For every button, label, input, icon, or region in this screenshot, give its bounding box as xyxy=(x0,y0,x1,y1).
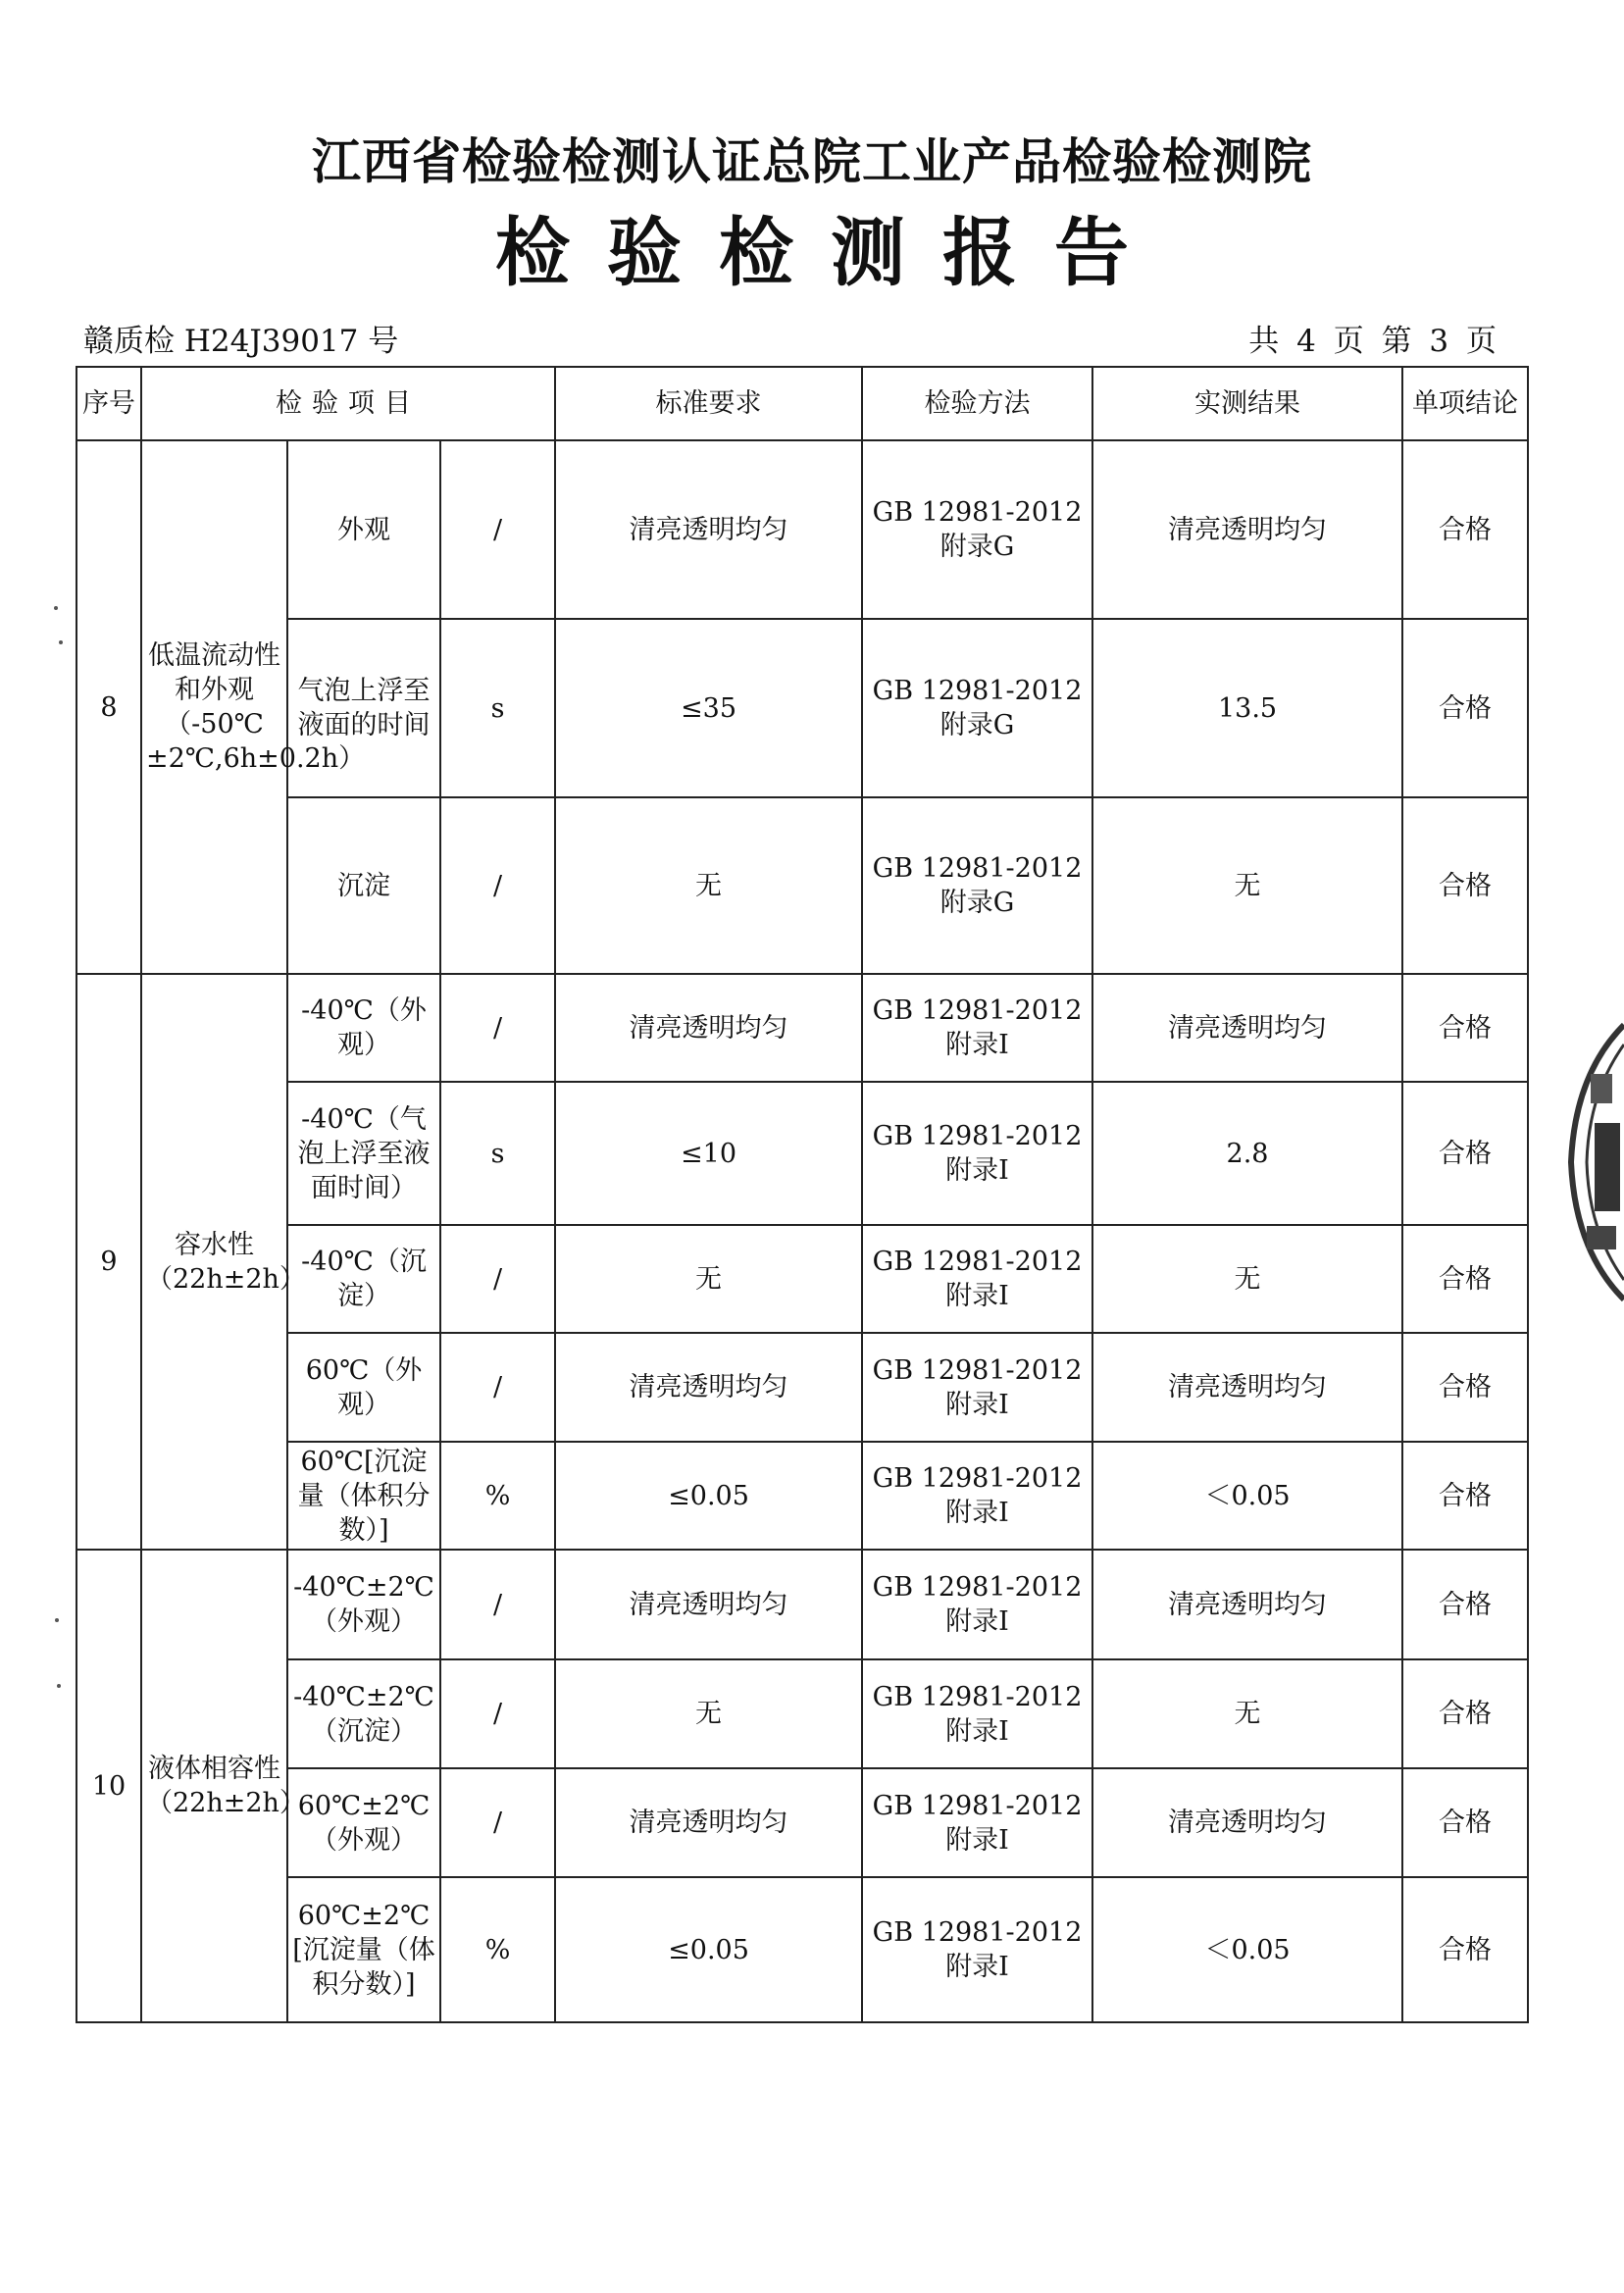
requirement: 无 xyxy=(555,1659,862,1768)
requirement: 清亮透明均匀 xyxy=(555,1550,862,1659)
test-method: GB 12981-2012 附录G xyxy=(862,440,1092,619)
verdict: 合格 xyxy=(1402,797,1528,974)
requirement: ≤0.05 xyxy=(555,1442,862,1550)
test-method: GB 12981-2012 附录I xyxy=(862,1333,1092,1442)
measured-result: 2.8 xyxy=(1092,1082,1402,1225)
table-row xyxy=(76,1333,1528,1442)
test-method: GB 12981-2012 附录I xyxy=(862,1659,1092,1768)
scan-speck xyxy=(59,640,63,644)
table-row xyxy=(76,1768,1528,1877)
unit: % xyxy=(440,1442,555,1550)
verdict: 合格 xyxy=(1402,1768,1528,1877)
page-info: 共 4 页 第 3 页 xyxy=(1248,324,1497,359)
unit: / xyxy=(440,1768,555,1877)
unit: / xyxy=(440,1659,555,1768)
scan-speck xyxy=(55,1618,59,1622)
table-row xyxy=(76,1082,1528,1225)
measured-result: ＜0.05 xyxy=(1092,1877,1402,2022)
test-method: GB 12981-2012 附录I xyxy=(862,1082,1092,1225)
header-requirement: 标准要求 xyxy=(555,367,862,440)
table-row xyxy=(76,1550,1528,1659)
sub-item: 60℃±2℃（外观） xyxy=(287,1768,440,1877)
inspection-table xyxy=(76,366,1529,2023)
unit: / xyxy=(440,440,555,619)
measured-result: 无 xyxy=(1092,1225,1402,1333)
header-method: 检验方法 xyxy=(862,367,1092,440)
group-number: 9 xyxy=(76,974,141,1550)
document-number: 赣质检 H24J39017 号 xyxy=(83,324,399,359)
scan-speck xyxy=(57,1684,61,1688)
report-title: 检验检测报告 xyxy=(495,209,1166,296)
sub-item: -40℃（外观） xyxy=(287,974,440,1082)
unit: / xyxy=(440,797,555,974)
table-row xyxy=(76,974,1528,1082)
sub-item: -40℃（沉淀） xyxy=(287,1225,440,1333)
test-method: GB 12981-2012 附录G xyxy=(862,619,1092,797)
table-row xyxy=(76,440,1528,619)
unit: / xyxy=(440,1550,555,1659)
requirement: ≤0.05 xyxy=(555,1877,862,2022)
sub-item: 60℃[沉淀量（体积分数）] xyxy=(287,1442,440,1550)
group-number: 8 xyxy=(76,440,141,974)
sub-item: 外观 xyxy=(287,440,440,619)
requirement: ≤10 xyxy=(555,1082,862,1225)
requirement: 清亮透明均匀 xyxy=(555,974,862,1082)
requirement: 清亮透明均匀 xyxy=(555,1333,862,1442)
header-item: 检验项目 xyxy=(141,367,555,440)
table-header-row xyxy=(76,367,1528,440)
table-row xyxy=(76,1877,1528,2022)
verdict: 合格 xyxy=(1402,1333,1528,1442)
sub-item: 60℃（外观） xyxy=(287,1333,440,1442)
verdict: 合格 xyxy=(1402,1082,1528,1225)
table-row xyxy=(76,1442,1528,1550)
measured-result: 无 xyxy=(1092,797,1402,974)
sub-item: 60℃±2℃[沉淀量（体积分数）] xyxy=(287,1877,440,2022)
measured-result: ＜0.05 xyxy=(1092,1442,1402,1550)
verdict: 合格 xyxy=(1402,1877,1528,2022)
measured-result: 清亮透明均匀 xyxy=(1092,1768,1402,1877)
header-result: 实测结果 xyxy=(1092,367,1402,440)
measured-result: 13.5 xyxy=(1092,619,1402,797)
requirement: 清亮透明均匀 xyxy=(555,440,862,619)
verdict: 合格 xyxy=(1402,1442,1528,1550)
unit: s xyxy=(440,1082,555,1225)
unit: / xyxy=(440,1225,555,1333)
sub-item: -40℃±2℃（沉淀） xyxy=(287,1659,440,1768)
unit: s xyxy=(440,619,555,797)
group-name: 液体相容性（22h±2h） xyxy=(141,1550,287,2022)
verdict: 合格 xyxy=(1402,440,1528,619)
measured-result: 清亮透明均匀 xyxy=(1092,1550,1402,1659)
scan-speck xyxy=(54,606,58,610)
test-method: GB 12981-2012 附录I xyxy=(862,1442,1092,1550)
verdict: 合格 xyxy=(1402,619,1528,797)
sub-item: 气泡上浮至液面的时间 xyxy=(287,619,440,797)
verdict: 合格 xyxy=(1402,1550,1528,1659)
test-method: GB 12981-2012 附录I xyxy=(862,1225,1092,1333)
header-verdict: 单项结论 xyxy=(1402,367,1528,440)
verdict: 合格 xyxy=(1402,1225,1528,1333)
measured-result: 清亮透明均匀 xyxy=(1092,1333,1402,1442)
test-method: GB 12981-2012 附录I xyxy=(862,974,1092,1082)
group-number: 10 xyxy=(76,1550,141,2022)
header-no: 序号 xyxy=(76,367,141,440)
table-row xyxy=(76,797,1528,974)
sub-item: 沉淀 xyxy=(287,797,440,974)
sub-item: -40℃±2℃（外观） xyxy=(287,1550,440,1659)
group-name: 低温流动性和外观（-50℃±2℃,6h±0.2h） xyxy=(141,440,287,974)
test-method: GB 12981-2012 附录I xyxy=(862,1877,1092,2022)
unit: / xyxy=(440,1333,555,1442)
requirement: 无 xyxy=(555,1225,862,1333)
unit: / xyxy=(440,974,555,1082)
measured-result: 无 xyxy=(1092,1659,1402,1768)
verdict: 合格 xyxy=(1402,1659,1528,1768)
verdict: 合格 xyxy=(1402,974,1528,1082)
requirement: 清亮透明均匀 xyxy=(555,1768,862,1877)
group-name: 容水性（22h±2h） xyxy=(141,974,287,1550)
requirement: 无 xyxy=(555,797,862,974)
test-method: GB 12981-2012 附录I xyxy=(862,1768,1092,1877)
unit: % xyxy=(440,1877,555,2022)
measured-result: 清亮透明均匀 xyxy=(1092,974,1402,1082)
requirement: ≤35 xyxy=(555,619,862,797)
seal-stamp-icon xyxy=(1565,1015,1624,1309)
sub-item: -40℃（气泡上浮至液面时间） xyxy=(287,1082,440,1225)
table-row xyxy=(76,1659,1528,1768)
test-method: GB 12981-2012 附录I xyxy=(862,1550,1092,1659)
test-method: GB 12981-2012 附录G xyxy=(862,797,1092,974)
org-name: 江西省检验检测认证总院工业产品检验检测院 xyxy=(312,133,1312,190)
measured-result: 清亮透明均匀 xyxy=(1092,440,1402,619)
